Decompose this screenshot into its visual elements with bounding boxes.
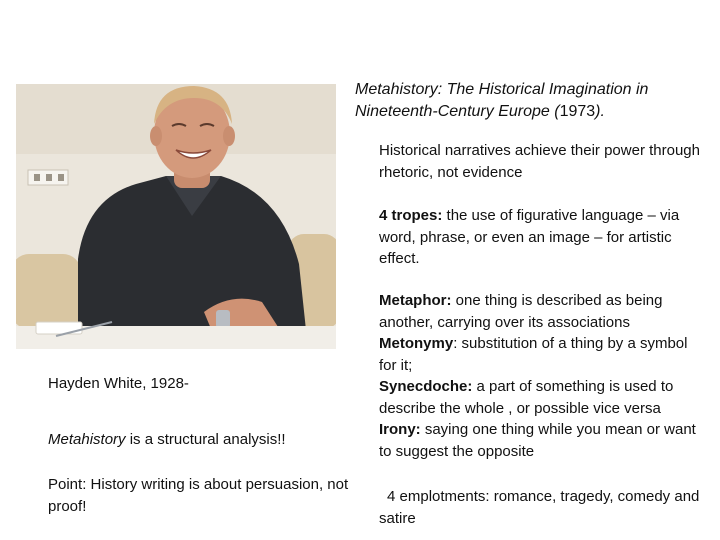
metonymy-item: Metonymy: substitution of a thing by a symbol for it; bbox=[379, 335, 688, 374]
irony-item: Irony: saying one thing while you mean or want to suggest the opposite bbox=[379, 421, 696, 460]
emplotments-paragraph: 4 emplotments: romance, tragedy, comedy and satire bbox=[379, 488, 700, 527]
structural-analysis-note: Metahistory is a structural analysis!! bbox=[48, 431, 286, 448]
hayden-white-photo bbox=[16, 84, 336, 349]
synecdoche-item: Synecdoche: a part of something is used to describe the whole , or possible vice versa bbox=[379, 378, 674, 417]
metaphor-item: Metaphor: one thing is described as being another, carrying over its associations bbox=[379, 292, 663, 331]
tropes-paragraph: 4 tropes: the use of figurative language – via word, phrase, or even an image – for artistic effect. bbox=[379, 207, 680, 267]
claim-paragraph: Historical narratives achieve their power through rhetoric, not evidence bbox=[379, 142, 700, 181]
slide-title: Metahistory: The Historical Imagination in Nineteenth-Century Europe (1973). bbox=[355, 81, 649, 120]
portrait-illustration bbox=[16, 84, 336, 349]
tropes-list bbox=[379, 290, 709, 462]
point-note: Point: History writing is about persuasion, not proof! bbox=[48, 476, 349, 515]
photo-caption: Hayden White, 1928- bbox=[48, 375, 189, 392]
